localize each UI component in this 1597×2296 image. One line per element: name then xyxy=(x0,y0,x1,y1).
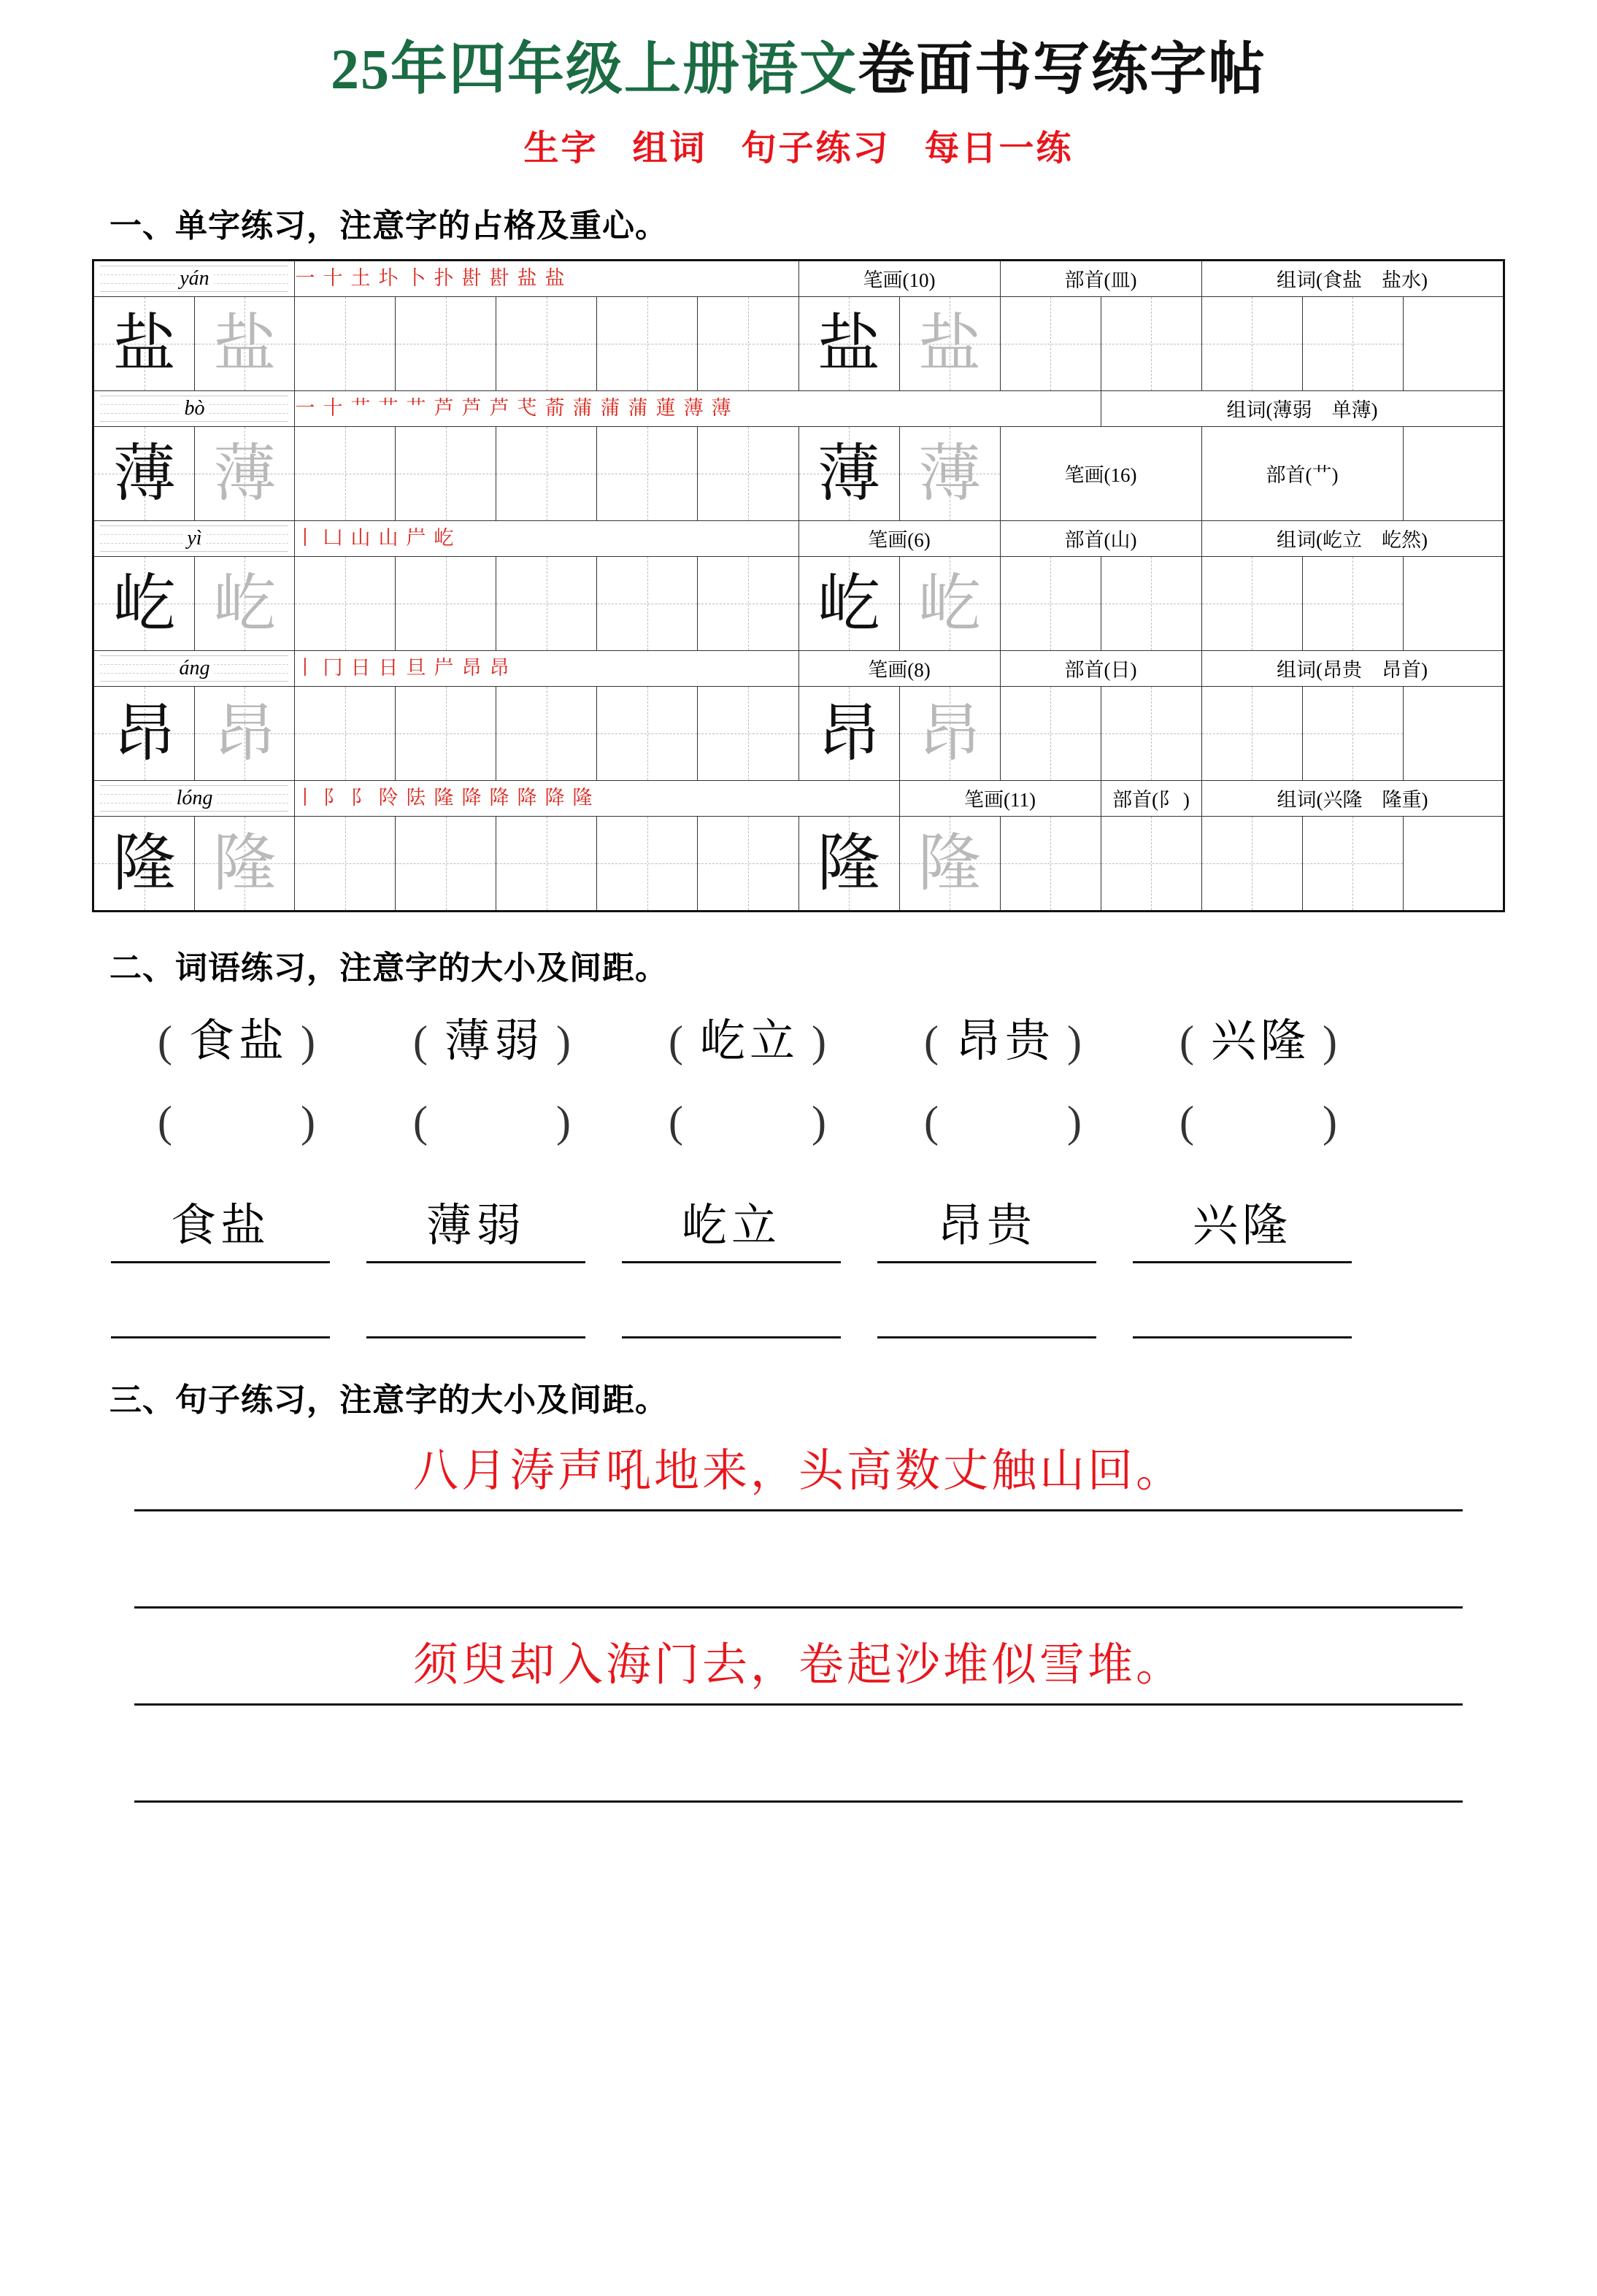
word-text: 食盐 xyxy=(188,1016,288,1066)
stroke-glyph: 山 xyxy=(350,527,372,550)
word-label: 组词(食盐 盐水) xyxy=(1201,260,1504,296)
stroke-count-label: 笔画(16) xyxy=(1000,426,1201,520)
practice-cell[interactable] xyxy=(1000,556,1101,650)
character-row xyxy=(93,816,1504,911)
stroke-glyph: 芅 xyxy=(517,397,539,420)
word-item xyxy=(366,1001,622,1082)
model-character: 隆 xyxy=(817,828,881,898)
practice-cell[interactable] xyxy=(496,426,597,520)
stroke-glyph: 降 xyxy=(461,787,483,809)
close-paren: ) xyxy=(301,1017,320,1066)
character-row xyxy=(93,556,1504,650)
stroke-order-cell xyxy=(295,650,798,686)
character-practice-table xyxy=(92,259,1504,912)
practice-cell[interactable] xyxy=(597,686,698,780)
open-paren: ( xyxy=(158,1017,177,1066)
model-char-cell xyxy=(93,556,295,650)
word-text: 昂贵 xyxy=(955,1016,1055,1066)
word-label: 组词(屹立 屹然) xyxy=(1201,520,1504,556)
practice-cell[interactable] xyxy=(295,556,396,650)
open-paren: ( xyxy=(924,1017,943,1066)
radical-label: 部首(皿) xyxy=(1000,260,1201,296)
close-paren: ) xyxy=(1067,1017,1086,1066)
model-character: 屹 xyxy=(112,568,176,639)
page-subtitle xyxy=(0,120,1597,170)
word-item xyxy=(622,1001,877,1082)
stroke-glyph: 凵 xyxy=(323,527,345,550)
trace-character: 隆 xyxy=(918,828,982,898)
word-blank-item[interactable] xyxy=(111,1082,366,1162)
subtitle-item-3: 句子练习 xyxy=(741,128,890,168)
word-write-blank[interactable] xyxy=(366,1307,585,1338)
stroke-glyph: 薄 xyxy=(711,397,733,420)
model-char-cell xyxy=(93,426,295,520)
pinyin-text: bò xyxy=(180,397,209,420)
word-line-item: 屹立 xyxy=(622,1191,841,1263)
open-paren: ( xyxy=(413,1097,432,1146)
word-label: 组词(兴隆 隆重) xyxy=(1201,780,1504,816)
word-item xyxy=(1133,1001,1388,1082)
stroke-count-label: 笔画(6) xyxy=(798,520,1000,556)
pinyin-text: áng xyxy=(174,657,214,679)
trace-character: 屹 xyxy=(213,568,277,639)
character-row xyxy=(93,296,1504,390)
stroke-glyph: 一 xyxy=(295,397,317,420)
open-paren: ( xyxy=(669,1017,688,1066)
word-item xyxy=(877,1001,1133,1082)
section-3-heading: 三、句子练习，注意字的大小及间距。 xyxy=(109,1382,668,1418)
section-2-heading: 二、词语练习，注意字的大小及间距。 xyxy=(109,949,668,986)
model-character: 薄 xyxy=(817,438,881,509)
close-paren: ) xyxy=(1323,1017,1342,1066)
close-paren: ) xyxy=(1067,1097,1086,1146)
pinyin-text: yán xyxy=(175,267,213,290)
page-title-part2: 卷面书写练字帖 xyxy=(858,37,1267,101)
stroke-glyph: 艹 xyxy=(406,397,428,420)
stroke-glyph: 一 xyxy=(295,267,317,290)
practice-cell[interactable] xyxy=(1302,556,1403,650)
practice-cell[interactable] xyxy=(396,556,496,650)
model-char-cell-2 xyxy=(798,816,899,911)
stroke-glyph: 盐 xyxy=(544,267,566,290)
stroke-order-cell xyxy=(295,260,798,296)
practice-cell[interactable] xyxy=(396,426,496,520)
stroke-glyph: 卜 xyxy=(406,267,428,290)
stroke-glyph: 隆 xyxy=(572,787,594,809)
stroke-glyph: 卙 xyxy=(489,267,511,290)
practice-cell[interactable] xyxy=(295,686,396,780)
stroke-glyph: 蒲 xyxy=(600,397,622,420)
practice-cell[interactable] xyxy=(1201,556,1302,650)
word-write-blank[interactable] xyxy=(111,1307,330,1338)
subtitle-item-1: 生字 xyxy=(523,128,599,168)
model-character: 盐 xyxy=(817,308,881,379)
stroke-glyph: 隆 xyxy=(434,787,455,809)
model-char-cell-2 xyxy=(798,426,899,520)
stroke-glyph: 萮 xyxy=(544,397,566,420)
word-line-item: 薄弱 xyxy=(366,1191,585,1263)
model-char-cell-2 xyxy=(798,556,899,650)
stroke-count-label: 笔画(11) xyxy=(899,780,1101,816)
word-text: 薄弱 xyxy=(444,1016,544,1066)
pinyin-cell xyxy=(93,260,295,296)
word-row-filled xyxy=(111,1001,1486,1082)
worksheet-page xyxy=(0,38,1597,2296)
radical-label: 部首(日) xyxy=(1000,650,1201,686)
word-blank-item[interactable] xyxy=(366,1082,622,1162)
practice-cell[interactable] xyxy=(1201,816,1302,911)
sentence-text-1: 八月涛声吼地来，头高数丈触山回。 xyxy=(134,1433,1463,1511)
model-character: 昂 xyxy=(817,698,881,768)
stroke-count-label: 笔画(8) xyxy=(798,650,1000,686)
word-blank-item[interactable] xyxy=(877,1082,1133,1162)
trace-char-cell-2[interactable] xyxy=(899,686,1000,780)
stroke-glyph: 阹 xyxy=(406,787,428,809)
trace-character: 隆 xyxy=(213,828,277,898)
stroke-glyph: 十 xyxy=(323,397,345,420)
open-paren: ( xyxy=(924,1097,943,1146)
word-text: 兴隆 xyxy=(1210,1016,1310,1066)
stroke-glyph: 十 xyxy=(323,267,345,290)
page-title xyxy=(0,38,1597,101)
sentence-practice-area xyxy=(134,1433,1463,1803)
practice-cell[interactable] xyxy=(295,816,396,911)
pinyin-cell xyxy=(93,650,295,686)
word-blank-item[interactable] xyxy=(1133,1082,1388,1162)
stroke-glyph: 蒲 xyxy=(572,397,594,420)
trace-char-cell-2[interactable] xyxy=(899,556,1000,650)
open-paren: ( xyxy=(669,1097,688,1146)
practice-cell[interactable] xyxy=(1101,816,1201,911)
close-paren: ) xyxy=(812,1097,831,1146)
stroke-glyph: 阾 xyxy=(378,787,400,809)
trace-character: 盐 xyxy=(213,308,277,379)
pinyin-cell xyxy=(93,780,295,816)
sentence-write-blank-1[interactable] xyxy=(134,1530,1463,1609)
model-character: 屹 xyxy=(817,568,881,639)
stroke-glyph: 山 xyxy=(378,527,400,550)
close-paren: ) xyxy=(556,1017,575,1066)
practice-cell[interactable] xyxy=(396,686,496,780)
trace-character: 薄 xyxy=(918,438,982,509)
stroke-glyph: 日 xyxy=(350,657,372,679)
trace-character: 屹 xyxy=(918,568,982,639)
word-line-item: 兴隆 xyxy=(1133,1191,1352,1263)
radical-label: 部首(山) xyxy=(1000,520,1201,556)
trace-character: 昂 xyxy=(213,698,277,768)
practice-cell[interactable] xyxy=(1302,686,1403,780)
model-char-cell xyxy=(93,686,295,780)
stroke-order-cell xyxy=(295,520,798,556)
stroke-glyph: 日 xyxy=(378,657,400,679)
practice-cell[interactable] xyxy=(698,426,798,520)
stroke-glyph: 盐 xyxy=(517,267,539,290)
stroke-glyph: 丨 xyxy=(295,527,317,550)
practice-cell[interactable] xyxy=(698,686,798,780)
page-title-part1: 25年四年级上册语文 xyxy=(330,37,858,101)
word-line-item: 食盐 xyxy=(111,1191,330,1263)
stroke-glyph: 芦 xyxy=(434,397,455,420)
practice-cell[interactable] xyxy=(295,426,396,520)
stroke-glyph: 昂 xyxy=(461,657,483,679)
practice-cell[interactable] xyxy=(1201,296,1302,390)
info-row xyxy=(93,390,1504,426)
practice-cell[interactable] xyxy=(295,296,396,390)
practice-cell[interactable] xyxy=(1101,296,1201,390)
pinyin-cell xyxy=(93,390,295,426)
stroke-glyph: 屹 xyxy=(434,527,455,550)
close-paren: ) xyxy=(556,1097,575,1146)
pinyin-text: lóng xyxy=(172,787,218,809)
word-text: 屹立 xyxy=(699,1016,799,1066)
trace-character: 昂 xyxy=(918,698,982,768)
stroke-count-label: 笔画(10) xyxy=(798,260,1000,296)
stroke-glyph: 降 xyxy=(489,787,511,809)
stroke-glyph: 阝 xyxy=(323,787,345,809)
stroke-glyph: 芦 xyxy=(461,397,483,420)
stroke-order-cell xyxy=(295,390,1101,426)
word-write-blank[interactable] xyxy=(622,1307,841,1338)
model-character: 昂 xyxy=(112,698,176,768)
word-line-item: 昂贵 xyxy=(877,1191,1096,1263)
subtitle-item-2: 组词 xyxy=(632,128,707,168)
word-row-empty-lines xyxy=(111,1307,1486,1338)
practice-cell[interactable] xyxy=(698,556,798,650)
character-row xyxy=(93,426,1504,520)
section-1-heading: 一、单字练习，注意字的占格及重心。 xyxy=(109,207,668,244)
word-write-blank[interactable] xyxy=(877,1307,1096,1338)
open-paren: ( xyxy=(1180,1097,1198,1146)
stroke-glyph: 薄 xyxy=(683,397,705,420)
sentence-write-blank-2[interactable] xyxy=(134,1725,1463,1803)
practice-cell[interactable] xyxy=(1101,686,1201,780)
stroke-glyph: 阝 xyxy=(350,787,372,809)
word-blank-item[interactable] xyxy=(622,1082,877,1162)
open-paren: ( xyxy=(413,1017,432,1066)
stroke-glyph: 土 xyxy=(350,267,372,290)
word-label: 组词(昂贵 昂首) xyxy=(1201,650,1504,686)
info-row xyxy=(93,260,1504,296)
practice-cell[interactable] xyxy=(1302,816,1403,911)
practice-cell[interactable] xyxy=(1302,296,1403,390)
practice-cell[interactable] xyxy=(1000,816,1101,911)
word-label: 组词(薄弱 单薄) xyxy=(1101,390,1504,426)
stroke-glyph: 卙 xyxy=(461,267,483,290)
stroke-order-cell xyxy=(295,780,899,816)
stroke-glyph: 冂 xyxy=(323,657,345,679)
sentence-text-2: 须臾却入海门去，卷起沙堆似雪堆。 xyxy=(134,1627,1463,1706)
model-character: 隆 xyxy=(112,828,176,898)
stroke-glyph: 屵 xyxy=(406,527,428,550)
radical-label: 部首(阝 ) xyxy=(1101,780,1201,816)
stroke-glyph: 艹 xyxy=(350,397,372,420)
stroke-glyph: 蒲 xyxy=(628,397,650,420)
character-row xyxy=(93,686,1504,780)
stroke-glyph: 旦 xyxy=(406,657,428,679)
open-paren: ( xyxy=(1180,1017,1198,1066)
trace-char-cell-2[interactable] xyxy=(899,816,1000,911)
stroke-glyph: 艹 xyxy=(378,397,400,420)
practice-cell[interactable] xyxy=(698,816,798,911)
info-row xyxy=(93,520,1504,556)
practice-cell[interactable] xyxy=(496,296,597,390)
stroke-glyph: 屵 xyxy=(434,657,455,679)
word-item xyxy=(111,1001,366,1082)
practice-cell[interactable] xyxy=(597,556,698,650)
practice-cell[interactable] xyxy=(496,686,597,780)
open-paren: ( xyxy=(158,1097,177,1146)
stroke-glyph: 降 xyxy=(544,787,566,809)
info-row xyxy=(93,780,1504,816)
word-write-blank[interactable] xyxy=(1133,1307,1352,1338)
practice-cell[interactable] xyxy=(1000,296,1101,390)
model-char-cell-2 xyxy=(798,686,899,780)
practice-cell[interactable] xyxy=(698,296,798,390)
trace-character: 盐 xyxy=(918,308,982,379)
practice-cell[interactable] xyxy=(597,816,698,911)
trace-char-cell-2[interactable] xyxy=(899,426,1000,520)
word-row-blank xyxy=(111,1082,1486,1162)
practice-cell[interactable] xyxy=(1201,686,1302,780)
model-character: 盐 xyxy=(112,308,176,379)
stroke-glyph: 降 xyxy=(517,787,539,809)
pinyin-text: yì xyxy=(182,527,206,550)
close-paren: ) xyxy=(301,1097,320,1146)
stroke-glyph: 蓮 xyxy=(655,397,677,420)
stroke-glyph: 昂 xyxy=(489,657,511,679)
close-paren: ) xyxy=(812,1017,831,1066)
practice-cell[interactable] xyxy=(496,556,597,650)
radical-label: 部首(艹) xyxy=(1201,426,1403,520)
model-char-cell xyxy=(93,296,295,390)
word-row-underlined xyxy=(111,1191,1486,1263)
word-practice-area xyxy=(111,1001,1486,1338)
close-paren: ) xyxy=(1323,1097,1342,1146)
stroke-glyph: 丨 xyxy=(295,787,317,809)
stroke-glyph: 扑 xyxy=(434,267,455,290)
practice-cell[interactable] xyxy=(1000,686,1101,780)
stroke-glyph: 丨 xyxy=(295,657,317,679)
practice-cell[interactable] xyxy=(496,816,597,911)
practice-cell[interactable] xyxy=(396,296,496,390)
stroke-glyph: 圤 xyxy=(378,267,400,290)
subtitle-item-4: 每日一练 xyxy=(924,128,1074,168)
stroke-glyph: 芦 xyxy=(489,397,511,420)
model-character: 薄 xyxy=(112,438,176,509)
practice-cell[interactable] xyxy=(597,426,698,520)
trace-character: 薄 xyxy=(213,438,277,509)
pinyin-cell xyxy=(93,520,295,556)
info-row xyxy=(93,650,1504,686)
model-char-cell-2 xyxy=(798,296,899,390)
practice-cell[interactable] xyxy=(396,816,496,911)
model-char-cell xyxy=(93,816,295,911)
practice-cell[interactable] xyxy=(597,296,698,390)
trace-char-cell-2[interactable] xyxy=(899,296,1000,390)
practice-cell[interactable] xyxy=(1101,556,1201,650)
